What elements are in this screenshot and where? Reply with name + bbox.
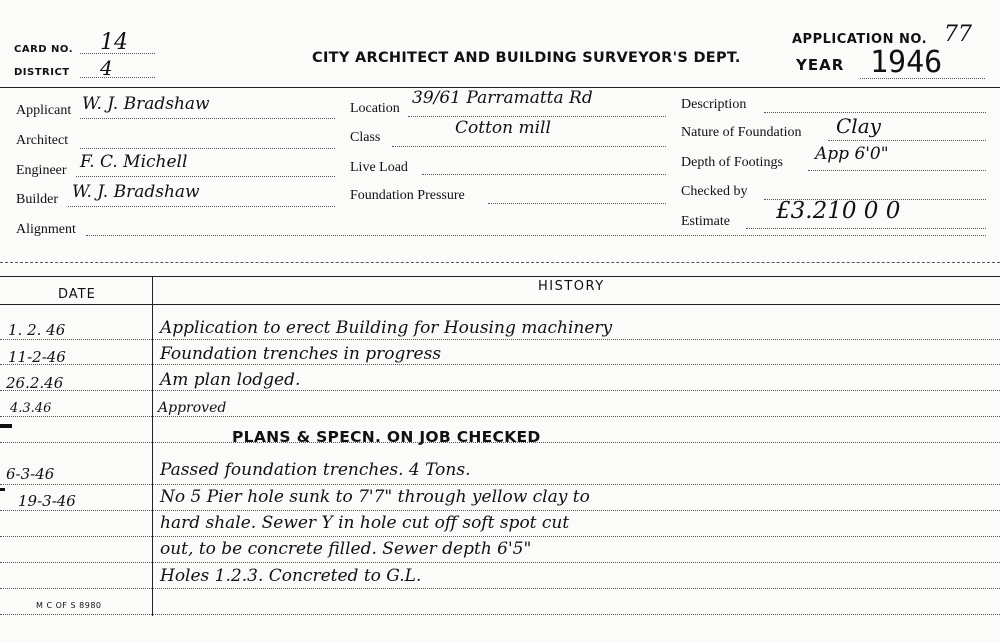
date-column-header: DATE xyxy=(58,287,96,302)
engineer-value: F. C. Michell xyxy=(80,152,188,172)
plans-checked-stamp: PLANS & SPECN. ON JOB CHECKED xyxy=(232,428,541,446)
builder-label: Builder xyxy=(16,192,58,207)
history-date: 6-3-46 xyxy=(6,465,55,483)
history-date: 1. 2. 46 xyxy=(8,321,66,339)
history-entry: Passed foundation trenches. 4 Tons. xyxy=(160,460,471,480)
description-label: Description xyxy=(681,97,747,112)
live-load-label: Live Load xyxy=(350,160,408,175)
checked-by-label: Checked by xyxy=(681,184,748,199)
history-entry: Am plan lodged. xyxy=(160,370,301,390)
history-date: 19-3-46 xyxy=(18,492,76,510)
history-entry: Approved xyxy=(158,400,227,416)
depth-of-footings-label: Depth of Footings xyxy=(681,155,783,170)
class-value: Cotton mill xyxy=(455,118,551,138)
year-value: 1946 xyxy=(870,45,943,80)
card-no-value: 14 xyxy=(100,30,128,55)
architect-label: Architect xyxy=(16,133,69,148)
alignment-label: Alignment xyxy=(16,222,76,237)
location-label: Location xyxy=(350,101,400,116)
application-no-label: APPLICATION NO. xyxy=(792,32,928,47)
estimate-value: £3.210 0 0 xyxy=(776,198,901,224)
nature-of-foundation-value: Clay xyxy=(836,114,881,138)
district-value: 4 xyxy=(100,56,113,80)
nature-of-foundation-label: Nature of Foundation xyxy=(681,125,802,140)
history-date: 4.3.46 xyxy=(10,401,52,416)
builder-value: W. J. Bradshaw xyxy=(72,182,200,202)
history-column-header: HISTORY xyxy=(538,279,605,294)
applicant-label: Applicant xyxy=(16,103,72,118)
history-entry: Foundation trenches in progress xyxy=(160,344,442,364)
history-entry: hard shale. Sewer Y in hole cut off soft spot cut xyxy=(160,513,570,533)
class-label: Class xyxy=(350,130,381,145)
applicant-value: W. J. Bradshaw xyxy=(82,94,210,114)
history-entry: Application to erect Building for Housing machinery xyxy=(160,318,613,338)
history-entry: Holes 1.2.3. Concreted to G.L. xyxy=(160,566,422,586)
district-label: DISTRICT xyxy=(14,67,70,78)
card-no-label: CARD NO. xyxy=(14,44,74,55)
foundation-pressure-label: Foundation Pressure xyxy=(350,188,465,203)
history-entry: No 5 Pier hole sunk to 7'7" through yellow clay to xyxy=(160,487,590,507)
history-date: 11-2-46 xyxy=(8,348,66,366)
application-no-value: 77 xyxy=(944,22,972,47)
history-entry: out, to be concrete filled. Sewer depth 6'5" xyxy=(160,539,532,559)
form-code: M C OF S 8980 xyxy=(36,601,102,610)
location-value: 39/61 Parramatta Rd xyxy=(412,88,593,108)
depth-of-footings-value: App 6'0" xyxy=(815,144,889,164)
history-date: 26.2.46 xyxy=(6,374,64,392)
engineer-label: Engineer xyxy=(16,163,67,178)
year-label: YEAR xyxy=(796,56,845,74)
department-title: CITY ARCHITECT AND BUILDING SURVEYOR'S DEPT. xyxy=(312,50,741,66)
estimate-label: Estimate xyxy=(681,214,730,229)
